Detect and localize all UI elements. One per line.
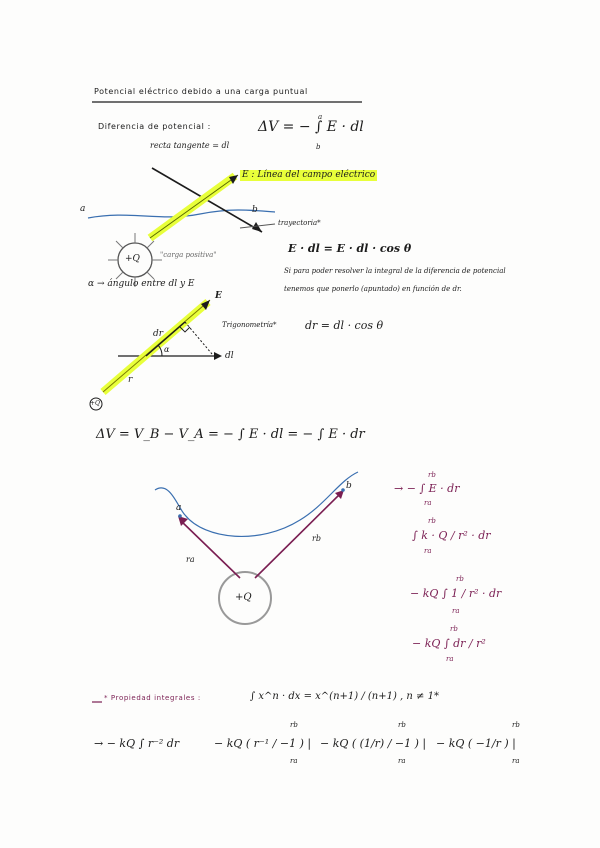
trig-label: Trigonometría*: [222, 321, 277, 329]
final-limit-bottom-2: ra: [290, 757, 298, 765]
tangent-arrowhead: [252, 222, 262, 232]
dl-label: dl: [225, 351, 234, 361]
dr-label: dr: [153, 329, 164, 339]
step-4: − kQ ∫ dr / r²: [412, 637, 486, 650]
dot-product-formula: E · dl = E · dl · cos θ: [288, 242, 412, 255]
charge-label-1: +Q: [125, 254, 140, 264]
point-b-label: b: [252, 205, 258, 215]
trajectory-curve-3: [155, 472, 358, 536]
step-2: ∫ k · Q / r² · dr: [412, 529, 491, 542]
field-line-label: E : Línea del campo eléctrico: [242, 170, 376, 180]
angle-note: α → ángulo entre dl y E: [88, 279, 195, 289]
r-label: r: [128, 375, 133, 385]
trajectory-label: trayectoria*: [278, 219, 321, 227]
field-line: [150, 175, 238, 238]
ra-label: ra: [186, 555, 195, 564]
step-3: − kQ ∫ 1 / r² · dr: [410, 587, 502, 600]
point-a-label: a: [80, 204, 86, 214]
final-limit-top-3: rb: [398, 721, 406, 729]
dot-product-note-2: tenemos que ponerlo (apuntado) en función de dr.: [284, 285, 462, 293]
step-1-top: rb: [428, 471, 436, 479]
positive-charge-note: "carga positiva": [160, 251, 217, 259]
charge-label-3: +Q: [235, 592, 252, 603]
step-4-bottom: ra: [446, 655, 454, 663]
angle-alpha-label: α: [164, 345, 170, 354]
step-2-bottom: ra: [424, 547, 432, 555]
tangent-label: recta tangente = dl: [150, 141, 230, 150]
step-4-top: rb: [450, 625, 458, 633]
dot-product-note-1: Si para poder resolver la integral de la diferencia de potencial: [284, 267, 506, 275]
final-step-1: → − kQ ∫ r⁻² dr: [94, 737, 180, 750]
final-limit-top-2: rb: [290, 721, 298, 729]
section-heading: Diferencia de potencial :: [98, 122, 211, 131]
e-vector-label: E: [215, 291, 222, 301]
point-b-dot: [341, 488, 345, 492]
step-1: → − ∫ E · dr: [394, 482, 460, 495]
final-limit-top-4: rb: [512, 721, 520, 729]
ra-vector: [180, 520, 240, 578]
property-formula: ∫ x^n · dx = x^(n+1) / (n+1) , n ≠ 1*: [250, 691, 439, 702]
final-step-4: − kQ ( −1/r ) |: [436, 737, 516, 750]
delta-v-expression: ΔV = V_B − V_A = − ∫ E · dl = − ∫ E · dr: [96, 427, 365, 442]
rb-label: rb: [312, 534, 321, 543]
projection-dashed: [185, 322, 212, 354]
integral-upper-limit: a: [318, 113, 323, 121]
point-a-dot: [178, 514, 182, 518]
property-label: * Propiedad integrales :: [104, 694, 201, 702]
final-limit-bottom-4: ra: [512, 757, 520, 765]
step-2-top: rb: [428, 517, 436, 525]
potential-difference-formula: ΔV = − ∫ E · dl: [258, 119, 364, 135]
final-step-2: − kQ ( r⁻¹ / −1 ) |: [214, 737, 312, 750]
final-step-3: − kQ ( (1/r) / −1 ) |: [320, 737, 427, 750]
page-title: Potencial eléctrico debido a una carga puntual: [94, 87, 308, 96]
step-3-top: rb: [456, 575, 464, 583]
final-limit-bottom-3: ra: [398, 757, 406, 765]
rb-vector: [255, 492, 342, 578]
trig-formula: dr = dl · cos θ: [305, 319, 384, 332]
step-1-bottom: ra: [424, 499, 432, 507]
dl-arrowhead: [214, 352, 222, 360]
integral-lower-limit: b: [316, 143, 321, 151]
point-a-label-3: a: [176, 503, 182, 513]
origin-charge-label: +Q: [90, 400, 100, 407]
step-3-bottom: ra: [452, 607, 460, 615]
point-b-label-3: b: [346, 481, 352, 491]
